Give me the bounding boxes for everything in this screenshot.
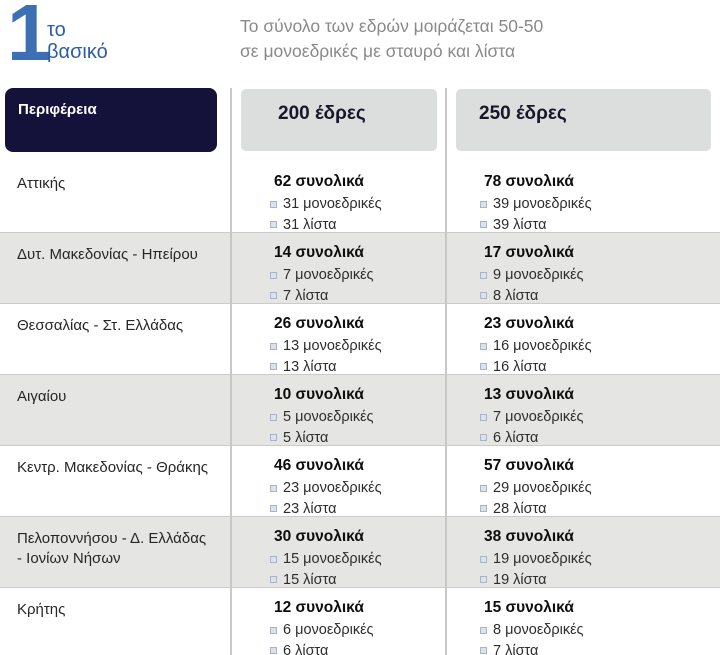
seats-200-cell [270, 457, 382, 518]
list-seat-item [480, 500, 592, 519]
list-seat-label: 6 λίστα [283, 642, 329, 655]
list-seat-label: 19 λίστα [493, 571, 547, 588]
seats-200-column-header: 200 έδρες [241, 89, 437, 151]
seats-250-cell [480, 244, 584, 305]
single-seat-label: 13 μονοεδρικές [283, 338, 382, 354]
seats-200-cell [270, 599, 374, 655]
region-label-line1: Αττικής [17, 175, 66, 192]
section-title [47, 19, 108, 64]
region-label [17, 387, 229, 407]
region-label-line1: Πελοποννήσου - Δ. Ελλάδας [17, 530, 207, 547]
square-bullet-icon [480, 272, 487, 279]
seats-250-column-header: 250 έδρες [456, 89, 711, 151]
square-bullet-icon [270, 647, 277, 654]
seats-200-cell [270, 386, 374, 447]
single-seat-label: 9 μονοεδρικές [493, 267, 584, 283]
square-bullet-icon [270, 221, 277, 228]
square-bullet-icon [480, 343, 487, 350]
list-seat-label: 13 λίστα [283, 358, 337, 375]
region-label [17, 174, 229, 194]
list-seat-label: 8 λίστα [493, 287, 539, 304]
list-seat-item [270, 429, 374, 448]
seats-250-cell [480, 457, 592, 518]
single-seat-item [480, 550, 592, 569]
single-seat-item [480, 266, 584, 285]
single-seat-label: 15 μονοεδρικές [283, 551, 382, 567]
total-seats-250: 23 συνολικά [484, 315, 574, 332]
region-label-line1: Θεσσαλίας - Στ. Ελλάδας [17, 317, 184, 334]
square-bullet-icon [270, 556, 277, 563]
single-seat-item [270, 550, 382, 569]
single-seat-item [480, 479, 592, 498]
total-seats-250: 57 συνολικά [484, 457, 574, 474]
square-bullet-icon [270, 627, 277, 634]
region-column-header [5, 88, 217, 152]
total-seats-200: 14 συνολικά [274, 244, 364, 261]
list-seat-label: 16 λίστα [493, 358, 547, 375]
region-label-line1: Δυτ. Μακεδονίας - Ηπείρου [17, 246, 198, 263]
square-bullet-icon [270, 343, 277, 350]
square-bullet-icon [480, 505, 487, 512]
section-title-line1: το [47, 19, 66, 41]
list-seat-item [270, 642, 374, 655]
table-row [0, 233, 720, 304]
square-bullet-icon [270, 201, 277, 208]
region-label-line1: Κρήτης [17, 601, 66, 618]
subtitle-line1: Το σύνολο των εδρών μοιράζεται 50-50 [240, 16, 544, 36]
square-bullet-icon [270, 576, 277, 583]
single-seat-item [480, 408, 584, 427]
list-seat-label: 39 λίστα [493, 216, 547, 233]
square-bullet-icon [480, 201, 487, 208]
list-seat-item [270, 571, 382, 590]
single-seat-label: 23 μονοεδρικές [283, 480, 382, 496]
subtitle-line2: σε μονοεδρικές με σταυρό και λίστα [240, 41, 516, 62]
seats-200-cell [270, 315, 382, 376]
seats-250-cell [480, 386, 584, 447]
seats-250-cell [480, 173, 592, 234]
table-row [0, 517, 720, 588]
region-label [17, 245, 229, 265]
seats-200-cell [270, 173, 382, 234]
square-bullet-icon [480, 363, 487, 370]
list-seat-item [480, 216, 592, 235]
list-seat-label: 31 λίστα [283, 216, 337, 233]
seats-200-cell [270, 244, 374, 305]
total-seats-200: 30 συνολικά [274, 528, 364, 545]
region-label-line1: Αιγαίου [17, 388, 67, 405]
square-bullet-icon [480, 627, 487, 634]
list-seat-item [480, 642, 584, 655]
square-bullet-icon [480, 647, 487, 654]
table-row [0, 162, 720, 233]
square-bullet-icon [480, 485, 487, 492]
single-seat-item [480, 621, 584, 640]
single-seat-item [270, 408, 374, 427]
square-bullet-icon [270, 363, 277, 370]
list-seat-item [480, 287, 584, 306]
single-seat-item [270, 195, 382, 214]
total-seats-200: 12 συνολικά [274, 599, 364, 616]
single-seat-label: 7 μονοεδρικές [283, 267, 374, 283]
single-seat-label: 29 μονοεδρικές [493, 480, 592, 496]
list-seat-item [480, 571, 592, 590]
table-row [0, 375, 720, 446]
section-number: 1 [7, 0, 52, 77]
section-subtitle [240, 14, 543, 65]
total-seats-250: 13 συνολικά [484, 386, 574, 403]
single-seat-label: 16 μονοεδρικές [493, 338, 592, 354]
total-seats-250: 15 συνολικά [484, 599, 574, 616]
square-bullet-icon [270, 414, 277, 421]
single-seat-item [270, 266, 374, 285]
single-seat-item [270, 337, 382, 356]
seats-250-cell [480, 528, 592, 589]
single-seat-label: 39 μονοεδρικές [493, 196, 592, 212]
square-bullet-icon [270, 505, 277, 512]
square-bullet-icon [270, 292, 277, 299]
region-label [17, 529, 229, 570]
table-row [0, 304, 720, 375]
list-seat-item [270, 216, 382, 235]
single-seat-item [270, 621, 374, 640]
single-seat-item [480, 337, 592, 356]
square-bullet-icon [480, 292, 487, 299]
table-row [0, 588, 720, 655]
list-seat-label: 7 λίστα [493, 642, 539, 655]
section-title-line2: βασικό [47, 41, 108, 64]
list-seat-item [480, 429, 584, 448]
region-column-header-label: Περιφέρεια [18, 101, 97, 118]
region-label [17, 458, 229, 478]
square-bullet-icon [270, 434, 277, 441]
single-seat-label: 31 μονοεδρικές [283, 196, 382, 212]
single-seat-label: 5 μονοεδρικές [283, 409, 374, 425]
list-seat-label: 6 λίστα [493, 429, 539, 446]
seats-250-cell [480, 315, 592, 376]
square-bullet-icon [480, 556, 487, 563]
single-seat-label: 7 μονοεδρικές [493, 409, 584, 425]
total-seats-250: 17 συνολικά [484, 244, 574, 261]
list-seat-item [270, 500, 382, 519]
single-seat-label: 8 μονοεδρικές [493, 622, 584, 638]
total-seats-200: 62 συνολικά [274, 173, 364, 190]
list-seat-label: 15 λίστα [283, 571, 337, 588]
column-divider [230, 88, 232, 655]
total-seats-200: 26 συνολικά [274, 315, 364, 332]
seats-250-cell [480, 599, 584, 655]
list-seat-label: 28 λίστα [493, 500, 547, 517]
single-seat-label: 6 μονοεδρικές [283, 622, 374, 638]
region-label-line2: - Ιονίων Νήσων [17, 550, 121, 568]
total-seats-250: 38 συνολικά [484, 528, 574, 545]
square-bullet-icon [480, 434, 487, 441]
region-label-line1: Κεντρ. Μακεδονίας - Θράκης [17, 459, 209, 476]
total-seats-200: 10 συνολικά [274, 386, 364, 403]
seats-200-cell [270, 528, 382, 589]
list-seat-item [270, 287, 374, 306]
region-label [17, 316, 229, 336]
square-bullet-icon [480, 221, 487, 228]
single-seat-item [480, 195, 592, 214]
square-bullet-icon [270, 485, 277, 492]
list-seat-item [480, 358, 592, 377]
square-bullet-icon [270, 272, 277, 279]
region-label [17, 600, 229, 620]
total-seats-250: 78 συνολικά [484, 173, 574, 190]
single-seat-item [270, 479, 382, 498]
list-seat-label: 5 λίστα [283, 429, 329, 446]
square-bullet-icon [480, 576, 487, 583]
single-seat-label: 19 μονοεδρικές [493, 551, 592, 567]
list-seat-label: 7 λίστα [283, 287, 329, 304]
list-seat-label: 23 λίστα [283, 500, 337, 517]
table-row [0, 446, 720, 517]
list-seat-item [270, 358, 382, 377]
column-divider [445, 88, 447, 655]
square-bullet-icon [480, 414, 487, 421]
total-seats-200: 46 συνολικά [274, 457, 364, 474]
